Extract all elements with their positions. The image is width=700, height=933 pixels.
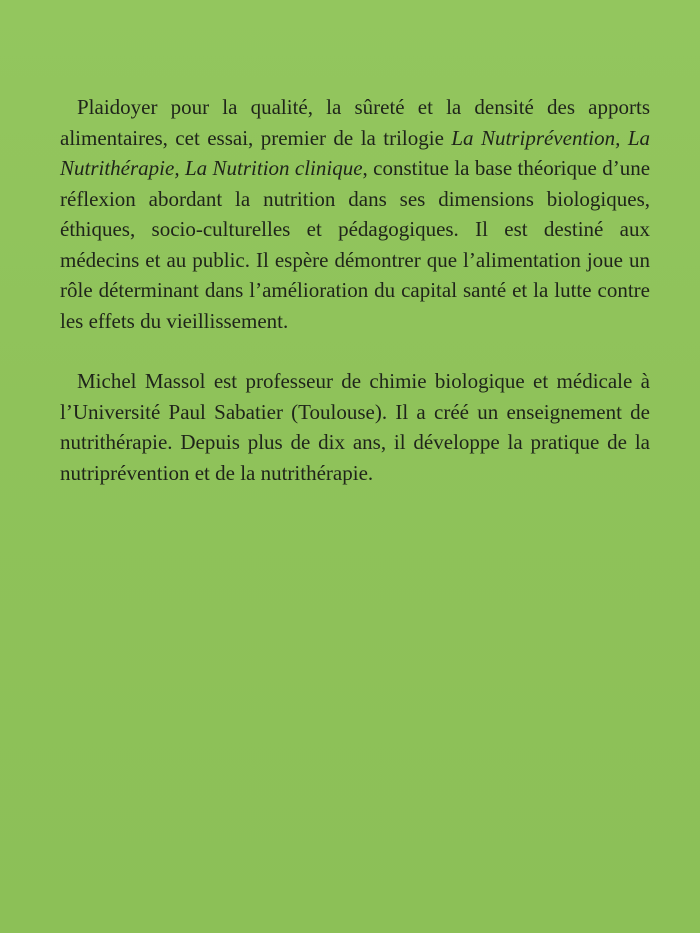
trilogy-separator: ,: [174, 156, 185, 180]
trilogy-title-nutrition-clinique: La Nutrition clinique: [184, 156, 363, 180]
book-description-paragraph: [60, 92, 650, 336]
description-text: Plaidoyer pour la qualité, la sûreté et la densité des apports alimentaires, cet essai, premier de la trilogie: [60, 95, 650, 150]
trilogy-title-nutritherapie: La Nutrithérapie: [60, 125, 650, 180]
trilogy-separator: ,: [615, 125, 628, 150]
trilogy-title-nutriprevention: La Nutriprévention: [451, 125, 616, 150]
description-text-continued: , constitue la base théorique d’une réflexion abordant la nutrition dans ses dimensions biologiques, éthiques, socio-culturelles et pédagogiques. Il est destiné aux médecins et au public. Il espère démontrer que l’alimentation joue un rôle déterminant dans l’amélioration du capital santé et la lutte contre les effets du vieillissement.: [60, 156, 651, 333]
back-cover-text: [60, 92, 650, 488]
author-bio-paragraph: Michel Massol est professeur de chimie biologique et médicale à l’Université Paul Sabatier (Toulouse). Il a créé un enseignement de nutrithérapie. Depuis plus de dix ans, il développe la pratique de la nutriprévention et de la nutrithérapie.: [60, 369, 650, 485]
